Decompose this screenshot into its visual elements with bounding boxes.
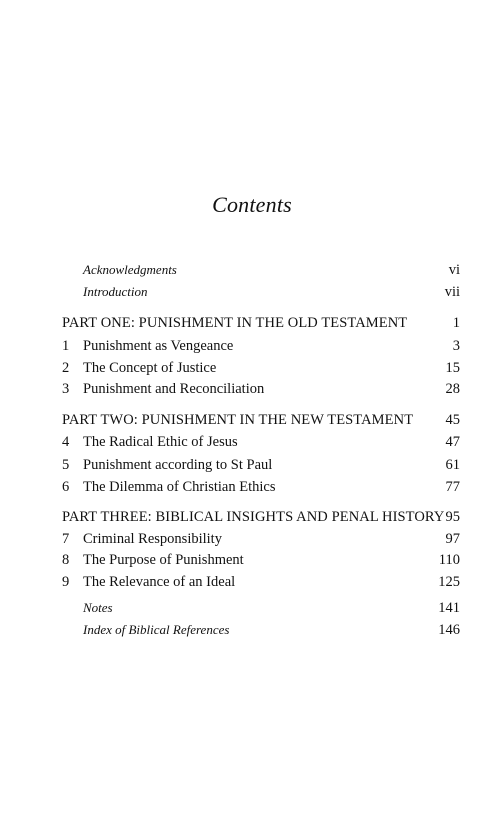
toc-chapter-9 [62,572,460,592]
toc-part-one [62,313,460,333]
toc-chapter-number: 2 [62,360,70,376]
toc-chapter-title: Punishment and Reconciliation [83,381,265,397]
toc-entry-notes [62,598,460,618]
page-title: Contents [212,192,292,217]
toc-chapter-title: Criminal Responsibility [83,531,222,547]
toc-entry-label: Index of Biblical References [83,622,230,637]
toc-part-title: PART THREE: BIBLICAL INSIGHTS AND PENAL HISTORY [62,509,445,525]
toc-chapter-title: Punishment as Vengeance [83,338,234,354]
toc-part-two [62,410,460,430]
toc-chapter-page: 61 [445,457,460,473]
toc-chapter-7 [62,529,460,549]
toc-chapter-number: 9 [62,574,70,590]
toc-chapter-3 [62,379,460,399]
toc-entry-label: Acknowledgments [83,262,177,277]
toc-chapter-2 [62,358,460,378]
toc-chapter-page: 47 [445,434,460,450]
toc-entry-acknowledgments [62,260,460,280]
toc-entry-page: 146 [438,622,460,638]
toc-chapter-page: 3 [452,338,460,354]
toc-chapter-page: 77 [445,479,460,495]
toc-part-three [62,507,460,527]
toc-chapter-title: The Relevance of an Ideal [83,574,236,590]
toc-chapter-1 [62,336,460,356]
toc-chapter-4 [62,432,460,452]
toc-chapter-page: 15 [445,360,460,376]
toc-chapter-title: Punishment according to St Paul [83,457,273,473]
toc-part-page: 45 [445,412,460,428]
toc-entry-page: 141 [438,600,460,616]
toc-entry-page: vi [448,262,460,278]
toc-entry-introduction [62,282,460,302]
toc-entry-index [62,620,460,640]
toc-chapter-number: 1 [62,338,70,354]
toc-chapter-6 [62,477,460,497]
toc-chapter-page: 125 [438,574,460,590]
toc-chapter-number: 8 [62,552,70,568]
toc-chapter-number: 4 [62,434,70,450]
toc-chapter-title: The Concept of Justice [83,360,217,376]
toc-chapter-title: The Dilemma of Christian Ethics [83,479,276,495]
toc-chapter-title: The Radical Ethic of Jesus [83,434,238,450]
toc-chapter-page: 28 [445,381,460,397]
toc-chapter-title: The Purpose of Punishment [83,552,244,568]
toc-entry-label: Introduction [83,284,148,299]
toc-chapter-5 [62,455,460,475]
toc-chapter-number: 6 [62,479,70,495]
toc-chapter-page: 97 [445,531,460,547]
toc-chapter-8 [62,550,460,570]
toc-chapter-number: 7 [62,531,70,547]
toc-chapter-number: 5 [62,457,70,473]
toc-part-page: 95 [445,509,460,525]
toc-chapter-page: 110 [438,552,460,568]
toc-part-title: PART ONE: PUNISHMENT IN THE OLD TESTAMENT [62,315,408,331]
toc-chapter-number: 3 [62,381,70,397]
toc-entry-page: vii [444,284,460,300]
toc-entry-label: Notes [83,600,113,615]
toc-part-page: 1 [452,315,460,331]
toc-part-title: PART TWO: PUNISHMENT IN THE NEW TESTAMENT [62,412,414,428]
